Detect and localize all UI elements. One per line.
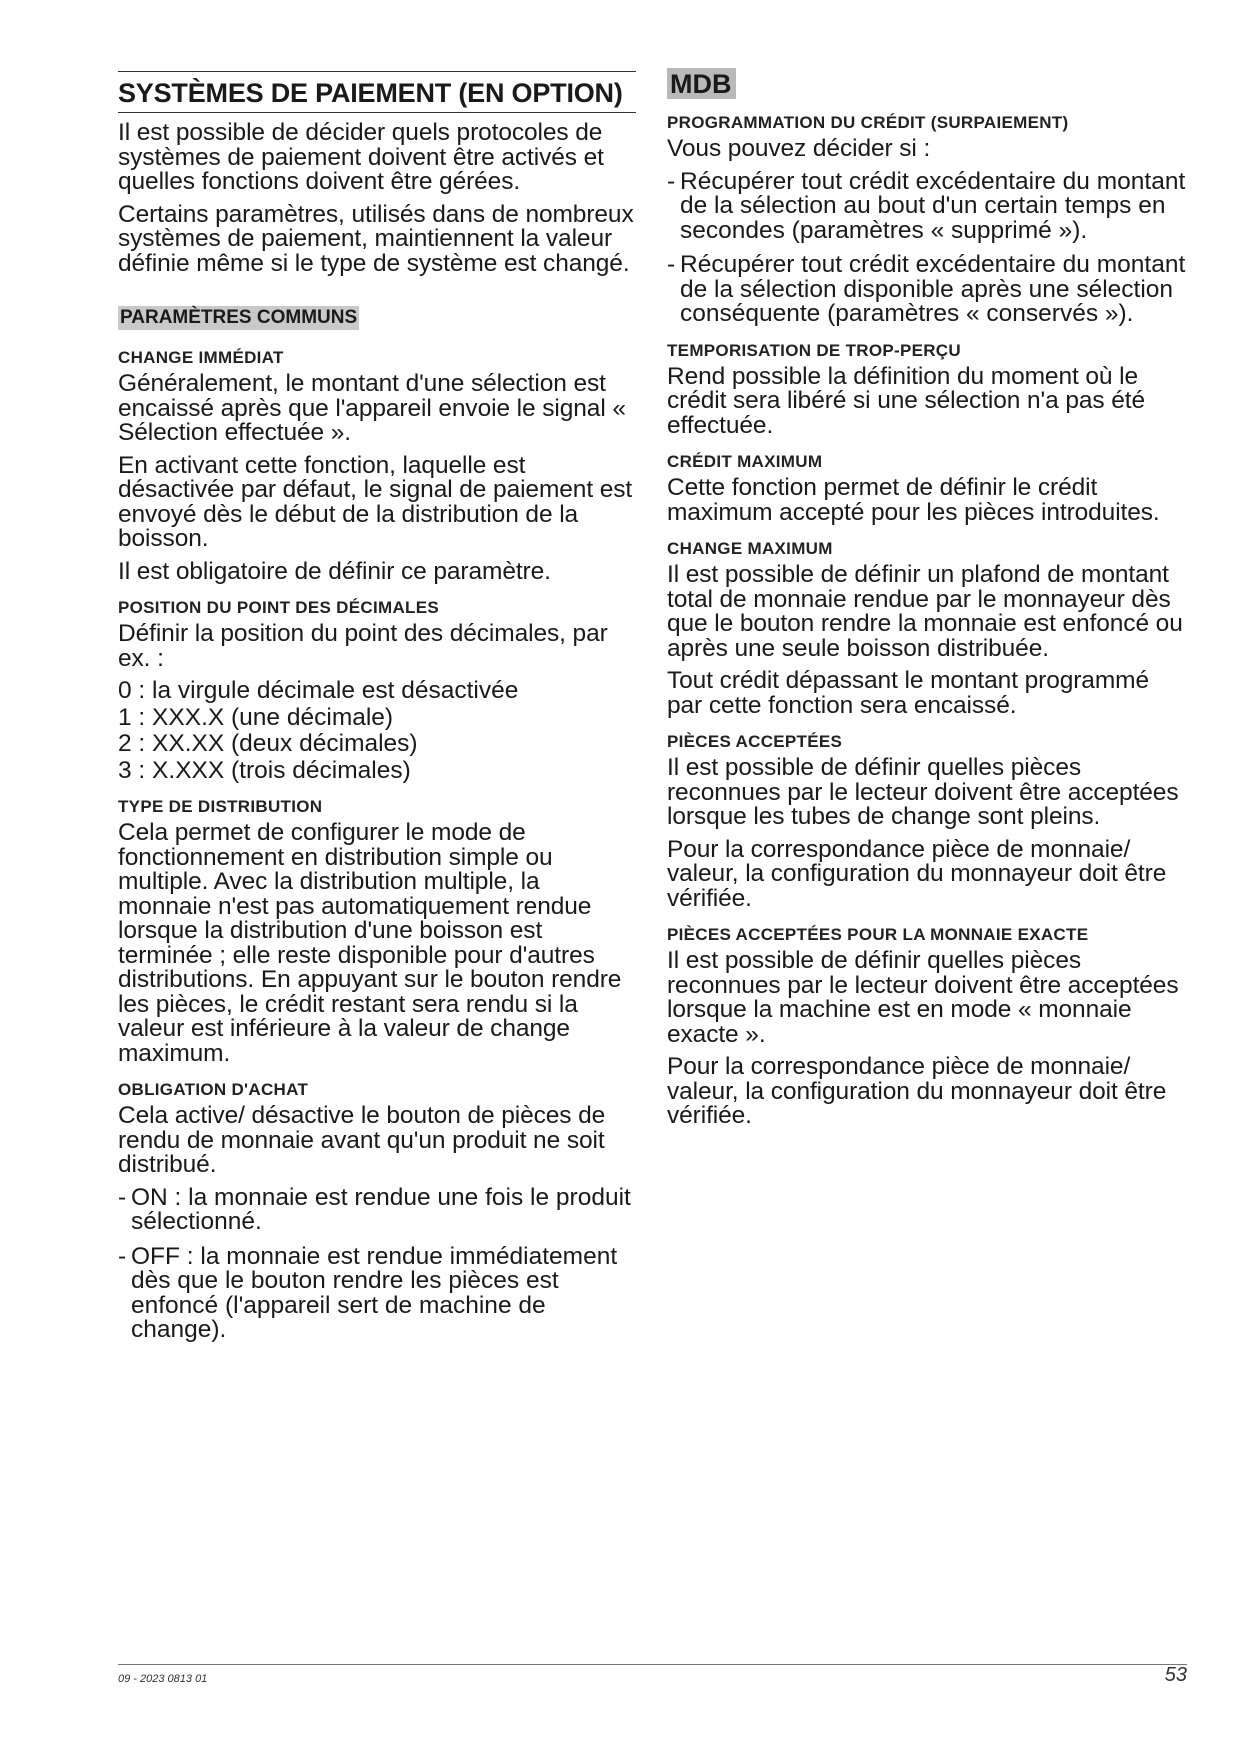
list-item-text: Récupérer tout crédit excédentaire du montant de la sélection au bout d'un certain temps en secondes (paramètres « supprimé »). — [680, 167, 1186, 244]
accepted-coins-paragraph: Pour la correspondance pièce de monnaie/ valeur, la configuration du monnayeur doit être vérifiée. — [667, 835, 1167, 912]
page-number: 53 — [1164, 1664, 1187, 1686]
credit-programming-paragraph: Vous pouvez décider si : — [667, 135, 931, 162]
list-item — [667, 253, 1187, 327]
max-credit-heading: CRÉDIT MAXIMUM — [667, 452, 823, 471]
change-immediat-paragraph: Il est obligatoire de définir ce paramètre. — [118, 557, 551, 585]
intro-paragraph: Certains paramètres, utilisés dans de nombreux systèmes de paiement, maintiennent la valeur définie même si le type de système est changé. — [118, 200, 634, 277]
section-title-payment-systems: SYSTÈMES DE PAIEMENT (EN OPTION) — [118, 71, 636, 113]
exact-change-coins-paragraph: Pour la correspondance pièce de monnaie/ valeur, la configuration du monnayeur doit être vérifiée. — [667, 1053, 1167, 1129]
dash-bullet: - — [118, 1242, 127, 1270]
list-item-text: OFF : la monnaie est rendue immédiatement dès que le bouton rendre les pièces est enfoncé (l'appareil sert de machine de change). — [131, 1242, 618, 1343]
distribution-type-paragraph: Cela permet de configurer le mode de fonctionnement en distribution simple ou multiple. Avec la distribution multiple, la monnaie n'est pas automatiquement rendue lorsque la distribution d'une boisson est terminée ; elle reste disponible pour d'autres distributions. En appuyant sur le bouton rendre les pièces, le crédit restant sera rendu si la valeur est inférieure à la valeur de change maximum. — [118, 819, 622, 1067]
decimal-option-item: 3 : X.XXX (trois décimales) — [118, 756, 411, 784]
change-immediat-heading: CHANGE IMMÉDIAT — [118, 348, 284, 367]
document-code: 09 - 2023 0813 01 — [118, 1673, 208, 1685]
accepted-coins-heading: PIÈCES ACCEPTÉES — [667, 732, 843, 751]
decimal-option-item: 2 : XX.XX (deux décimales) — [118, 730, 418, 757]
footer-divider — [118, 1664, 1187, 1665]
decimal-option-item: 0 : la virgule décimale est désactivée — [118, 677, 519, 704]
dash-bullet: - — [118, 1183, 127, 1211]
purchase-obligation-paragraph: Cela active/ désactive le bouton de pièces de rendu de monnaie avant qu'un produit ne soit distribué. — [118, 1102, 606, 1178]
change-immediat-paragraph: Généralement, le montant d'une sélection est encaissé après que l'appareil envoie le signal « Sélection effectuée ». — [118, 370, 626, 446]
decimal-position-paragraph: Définir la position du point des décimales, par ex. : — [118, 620, 608, 672]
intro-paragraph: Il est possible de décider quels protocoles de systèmes de paiement doivent être activés et quelles fonctions doivent être gérées. — [118, 119, 604, 195]
max-change-heading: CHANGE MAXIMUM — [667, 539, 833, 558]
list-item — [118, 1183, 636, 1235]
dash-bullet: - — [667, 167, 676, 195]
mdb-title: MDB — [667, 68, 736, 99]
list-item-text: Récupérer tout crédit excédentaire du montant de la sélection disponible après une sélection conséquente (paramètres « conservés »). — [680, 251, 1186, 327]
list-item-text: ON : la monnaie est rendue une fois le produit sélectionné. — [131, 1183, 631, 1235]
decimal-option-item: 1 : XXX.X (une décimale) — [118, 703, 394, 731]
credit-programming-heading: PROGRAMMATION DU CRÉDIT (SURPAIEMENT) — [667, 113, 1069, 132]
overpay-timer-heading: TEMPORISATION DE TROP-PERÇU — [667, 340, 961, 360]
list-item — [118, 1242, 636, 1343]
exact-change-coins-paragraph: Il est possible de définir quelles pièces reconnues par le lecteur doivent être acceptées lorsque la machine est en mode « monnaie exacte ». — [667, 947, 1179, 1048]
max-change-paragraph: Tout crédit dépassant le montant programmé par cette fonction sera encaissé. — [667, 667, 1149, 719]
max-credit-paragraph: Cette fonction permet de définir le crédit maximum accepté pour les pièces introduites. — [667, 474, 1160, 526]
max-change-paragraph: Il est possible de définir un plafond de montant total de monnaie rendue par le monnayeur dès que le bouton rendre la monnaie est enfoncé ou après une seule boisson distribuée. — [667, 561, 1183, 662]
dash-bullet: - — [667, 251, 676, 278]
accepted-coins-paragraph: Il est possible de définir quelles pièces reconnues par le lecteur doivent être acceptées lorsque les tubes de change sont pleins. — [667, 754, 1179, 830]
common-parameters-heading: PARAMÈTRES COMMUNS — [120, 307, 358, 328]
decimal-position-heading: POSITION DU POINT DES DÉCIMALES — [118, 598, 439, 617]
right-column — [667, 68, 1187, 1137]
distribution-type-heading: TYPE DE DISTRIBUTION — [118, 797, 323, 816]
list-item — [667, 167, 1187, 244]
purchase-obligation-heading: OBLIGATION D'ACHAT — [118, 1080, 309, 1099]
overpay-timer-paragraph: Rend possible la définition du moment où le crédit sera libéré si une sélection n'a pas été effectuée. — [667, 362, 1146, 439]
exact-change-coins-heading: PIÈCES ACCEPTÉES POUR LA MONNAIE EXACTE — [667, 925, 1089, 944]
change-immediat-paragraph: En activant cette fonction, laquelle est désactivée par défaut, le signal de paiement est envoyé dès le début de la distribution de la boisson. — [118, 451, 633, 552]
left-column — [118, 68, 636, 1353]
